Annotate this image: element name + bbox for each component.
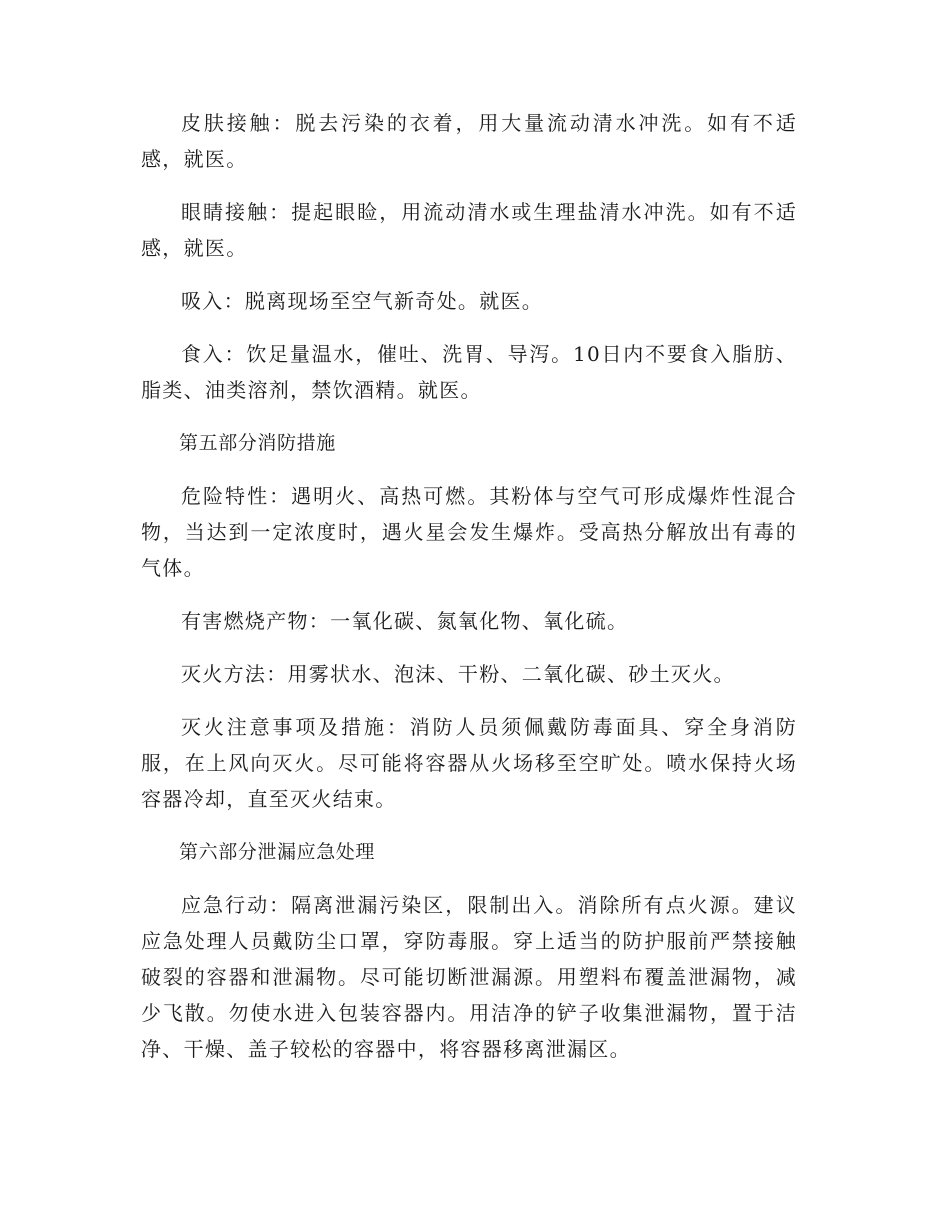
document-body [141,105,797,1084]
paragraph-ingestion: 食入：饮足量温水，催吐、洗胃、导泻。10日内不要食入脂肪、脂类、油类溶剂，禁饮酒精。就医。 [141,342,797,402]
paragraph-emergency-action: 应急行动：隔离泄漏污染区，限制出入。消除所有点火源。建议应急处理人员戴防尘口罩，穿防毒服。穿上适当的防护服前严禁接触破裂的容器和泄漏物。尽可能切断泄漏源。用塑料布覆盖泄漏物，减少飞散。勿使水进入包装容器内。用洁净的铲子收集泄漏物，置于洁净、干燥、盖子较松的容器中，将容器移离泄漏区。 [141,893,797,1061]
section-heading-fire-fighting: 第五部分消防措施 [179,432,336,454]
paragraph-extinguishing-method: 灭火方法：用雾状水、泡沫、干粉、二氧化碳、砂土灭火。 [181,662,735,686]
paragraph-eye-contact: 眼睛接触：提起眼睑，用流动清水或生理盐清水冲洗。如有不适感，就医。 [141,200,797,260]
paragraph-hazard-characteristics: 危险特性：遇明火、高热可燃。其粉体与空气可形成爆炸性混合物，当达到一定浓度时，遇火星会发生爆炸。受高热分解放出有毒的气体。 [141,484,797,580]
paragraph-skin-contact: 皮肤接触：脱去污染的衣着，用大量流动清水冲洗。如有不适感，就医。 [141,111,797,171]
paragraph-fire-precautions: 灭火注意事项及措施：消防人员须佩戴防毒面具、穿全身消防服，在上风向灭火。尽可能将容器从火场移至空旷处。喷水保持火场容器冷却，直至灭火结束。 [141,715,797,811]
paragraph-combustion-products: 有害燃烧产物：一氧化碳、氮氧化物、氧化硫。 [181,609,629,633]
paragraph-inhalation: 吸入：脱离现场至空气新奇处。就医。 [181,289,544,313]
section-heading-leak-response: 第六部分泄漏应急处理 [179,841,376,863]
